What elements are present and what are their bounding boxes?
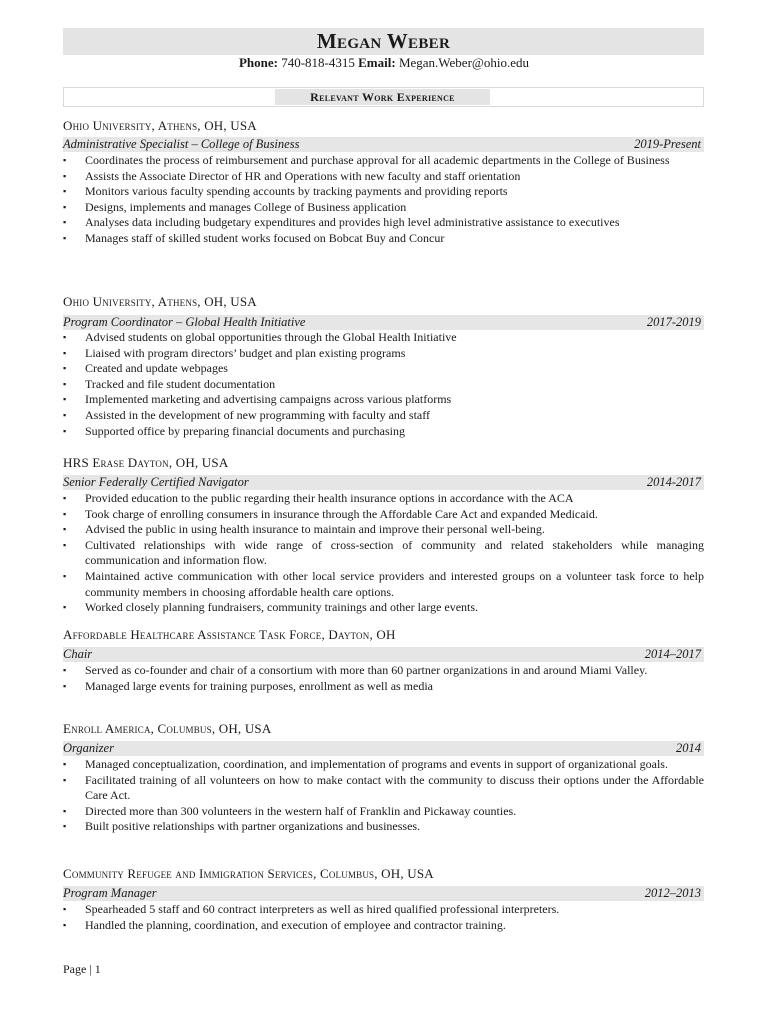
name-banner bbox=[63, 28, 704, 55]
job-role-bar bbox=[63, 475, 704, 490]
list-item: ▪ Spearheaded 5 staff and 60 contract interpreters as well as hired qualified professional interpreters. bbox=[63, 902, 704, 918]
job-organization: Enroll America, Columbus, OH, USA bbox=[63, 721, 272, 736]
list-item: ▪ Liaised with program directors’ budget and plan existing programs bbox=[63, 346, 704, 362]
page-number: Page | 1 bbox=[63, 962, 101, 976]
list-item: ▪ Managed large events for training purposes, enrollment as well as media bbox=[63, 679, 704, 695]
job-bullets bbox=[63, 153, 704, 247]
job-bullets bbox=[63, 330, 704, 439]
job-role-bar bbox=[63, 647, 704, 662]
list-item: ▪ Took charge of enrolling consumers in insurance through the Affordable Care Act and expanded Medicaid. bbox=[63, 507, 704, 523]
list-item: ▪ Directed more than 300 volunteers in the western half of Franklin and Pickaway counties. bbox=[63, 804, 704, 820]
list-item: ▪ Manages staff of skilled student works focused on Bobcat Buy and Concur bbox=[63, 231, 704, 247]
list-item: ▪ Monitors various faculty spending accounts by tracking payments and providing reports bbox=[63, 184, 704, 200]
list-item: ▪ Coordinates the process of reimbursement and purchase approval for all academic departments in the College of Business bbox=[63, 153, 704, 169]
phone-label: Phone: bbox=[238, 55, 278, 70]
section-header bbox=[63, 87, 704, 107]
job-role-bar bbox=[63, 315, 704, 330]
contact-line bbox=[0, 55, 768, 71]
list-item: ▪ Assisted in the development of new programming with faculty and staff bbox=[63, 408, 704, 424]
list-item: ▪ Designs, implements and manages College of Business application bbox=[63, 200, 704, 216]
job-role: Organizer bbox=[63, 741, 114, 755]
job-dates: 2017-2019 bbox=[646, 315, 701, 329]
list-item: ▪ Served as co-founder and chair of a consortium with more than 60 partner organizations in and around Miami Valley. bbox=[63, 663, 704, 679]
list-item: ▪ Facilitated training of all volunteers on how to make contact with the community to discuss their options under the Affordable Care Act. bbox=[63, 773, 704, 804]
job-organization: Ohio University, Athens, OH, USA bbox=[63, 118, 257, 133]
list-item: ▪ Advised students on global opportunities through the Global Health Initiative bbox=[63, 330, 704, 346]
list-item: ▪ Created and update webpages bbox=[63, 361, 704, 377]
list-item: ▪ Tracked and file student documentation bbox=[63, 377, 704, 393]
job-role-bar bbox=[63, 741, 704, 756]
job-bullets bbox=[63, 757, 704, 835]
job-role-bar bbox=[63, 137, 704, 152]
list-item: ▪ Cultivated relationships with wide range of cross-section of community and related stakeholders while managing communication and information flow. bbox=[63, 538, 704, 569]
job-dates: 2019-Present bbox=[634, 137, 701, 151]
job-organization: HRS Erase Dayton, OH, USA bbox=[63, 455, 229, 470]
list-item: ▪ Provided education to the public regarding their health insurance options in accordance with the ACA bbox=[63, 491, 704, 507]
job-dates: 2012–2013 bbox=[644, 886, 701, 900]
job-dates: 2014 bbox=[676, 741, 701, 755]
phone-value: 740-818-4315 bbox=[281, 55, 355, 70]
job-organization: Affordable Healthcare Assistance Task Force, Dayton, OH bbox=[63, 627, 396, 642]
job-role: Chair bbox=[63, 647, 93, 661]
list-item: ▪ Implemented marketing and advertising campaigns across various platforms bbox=[63, 392, 704, 408]
list-item: ▪ Assists the Associate Director of HR and Operations with new faculty and staff orientation bbox=[63, 169, 704, 185]
list-item: ▪ Analyses data including budgetary expenditures and provides high level administrative assistance to executives bbox=[63, 215, 704, 231]
list-item: ▪ Worked closely planning fundraisers, community trainings and other large events. bbox=[63, 600, 704, 616]
list-item: ▪ Advised the public in using health insurance to maintain and improve their personal well-being. bbox=[63, 522, 704, 538]
job-organization: Ohio University, Athens, OH, USA bbox=[63, 294, 257, 309]
list-item: ▪ Handled the planning, coordination, and execution of employee and contractor training. bbox=[63, 918, 704, 934]
email-link[interactable]: Megan.Weber@ohio.edu bbox=[398, 55, 530, 70]
job-role: Administrative Specialist – College of Business bbox=[63, 137, 300, 151]
list-item: ▪ Maintained active communication with other local service providers and interested groups on a volunteer task force to help community members in choosing affordable health care options. bbox=[63, 569, 704, 600]
job-bullets bbox=[63, 663, 704, 694]
list-item: ▪ Managed conceptualization, coordination, and implementation of programs and events in support of organizational goals. bbox=[63, 757, 704, 773]
list-item: ▪ Built positive relationships with partner organizations and businesses. bbox=[63, 819, 704, 835]
job-dates: 2014-2017 bbox=[646, 475, 701, 489]
job-role: Program Manager bbox=[63, 886, 157, 900]
job-dates: 2014–2017 bbox=[644, 647, 701, 661]
job-role-bar bbox=[63, 886, 704, 901]
candidate-name: Megan Weber bbox=[316, 29, 451, 53]
job-role: Program Coordinator – Global Health Initiative bbox=[63, 315, 306, 329]
section-title: Relevant Work Experience bbox=[275, 89, 490, 105]
job-organization: Community Refugee and Immigration Services, Columbus, OH, USA bbox=[63, 866, 434, 881]
email-label: Email: bbox=[358, 55, 396, 70]
list-item: ▪ Supported office by preparing financial documents and purchasing bbox=[63, 424, 704, 440]
job-role: Senior Federally Certified Navigator bbox=[63, 475, 249, 489]
job-bullets bbox=[63, 902, 704, 933]
job-bullets bbox=[63, 491, 704, 616]
